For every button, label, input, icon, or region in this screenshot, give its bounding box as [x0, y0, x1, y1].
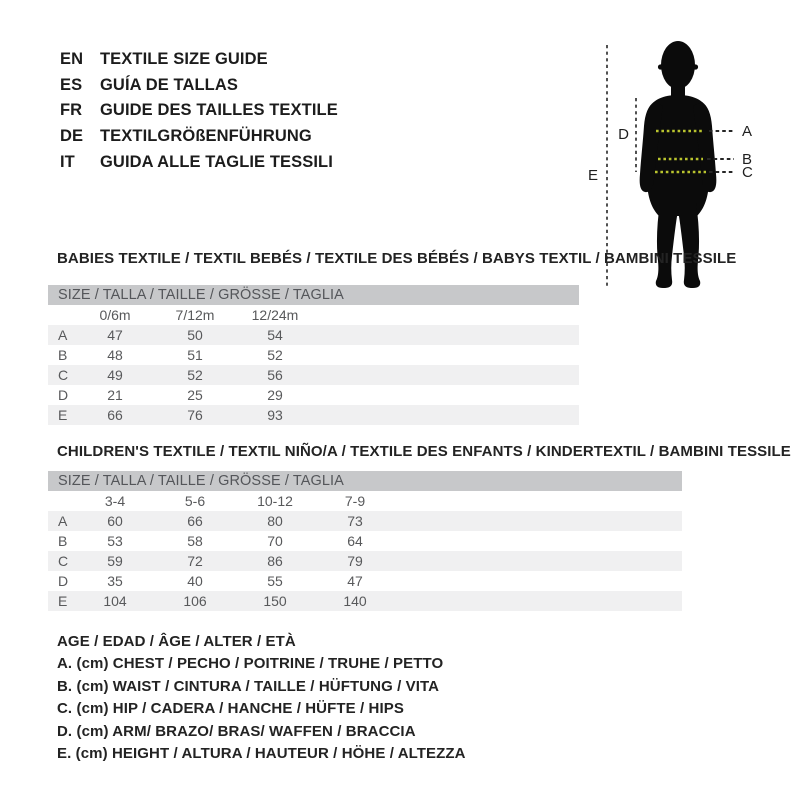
- table-row: [48, 405, 579, 425]
- measure-label-b: B: [742, 151, 753, 168]
- size-value: 53: [107, 533, 123, 549]
- legend-line-age: AGE / EDAD / ÂGE / ALTER / ETÀ: [57, 633, 296, 650]
- legend-line-chest: A. (cm) CHEST / PECHO / POITRINE / TRUHE / PETTO: [57, 655, 444, 673]
- children-size-table: [48, 471, 682, 611]
- size-value: 73: [347, 513, 363, 529]
- size-value: 80: [267, 513, 283, 529]
- size-value: 54: [267, 327, 283, 343]
- table-row: [48, 385, 579, 405]
- row-label: A: [58, 327, 68, 343]
- size-value: 140: [343, 593, 367, 609]
- language-row: [60, 73, 338, 99]
- size-value: 86: [267, 553, 283, 569]
- table-row: [48, 325, 579, 345]
- size-value: 79: [347, 553, 363, 569]
- size-value: 106: [183, 593, 207, 609]
- guide-title: GUIDA ALLE TAGLIE TESSILI: [100, 152, 333, 171]
- language-code: DE: [60, 127, 84, 146]
- size-value: 48: [107, 347, 123, 363]
- babies-size-table: [48, 285, 579, 425]
- legend-line-arm: D. (cm) ARM/ BRAZO/ BRAS/ WAFFEN / BRACCIA: [57, 722, 416, 740]
- row-label: D: [58, 573, 69, 589]
- row-label: B: [58, 533, 68, 549]
- language-row: [60, 98, 338, 124]
- size-header-bar: SIZE / TALLA / TAILLE / GRÖSSE / TAGLIA: [48, 471, 682, 491]
- row-label: C: [58, 367, 69, 383]
- size-value: 29: [267, 387, 283, 403]
- size-value: 47: [107, 327, 123, 343]
- column-header: 10-12: [257, 493, 293, 509]
- size-value: 93: [267, 407, 283, 423]
- language-title-list: [60, 47, 338, 175]
- legend-line-hip: C. (cm) HIP / CADERA / HANCHE / HÜFTE / HIPS: [57, 700, 404, 718]
- size-value: 58: [187, 533, 203, 549]
- size-value: 50: [187, 327, 203, 343]
- legend-line-height: E. (cm) HEIGHT / ALTURA / HAUTEUR / HÖHE / ALTEZZA: [57, 745, 466, 763]
- size-value: 56: [267, 367, 283, 383]
- size-value: 72: [187, 553, 203, 569]
- guide-title: GUÍA DE TALLAS: [100, 75, 238, 94]
- size-value: 150: [263, 593, 287, 609]
- measure-label-c: C: [742, 164, 753, 181]
- size-value: 66: [187, 513, 203, 529]
- babies-section-title: BABIES TEXTILE / TEXTIL BEBÉS / TEXTILE DES BÉBÉS / BABYS TEXTIL / BAMBINI TESSILE: [57, 250, 737, 267]
- guide-title: TEXTILGRÖßENFÜHRUNG: [100, 127, 312, 146]
- row-label: A: [58, 513, 68, 529]
- guide-title: GUIDE DES TAILLES TEXTILE: [100, 101, 338, 120]
- measure-label-d: D: [618, 126, 629, 143]
- measure-label-e: E: [588, 167, 599, 184]
- language-code: FR: [60, 101, 83, 120]
- column-header-row: [48, 305, 579, 325]
- size-value: 104: [103, 593, 127, 609]
- table-row: [48, 531, 682, 551]
- size-value: 52: [267, 347, 283, 363]
- size-value: 47: [347, 573, 363, 589]
- column-header: 7-9: [344, 493, 366, 509]
- size-value: 35: [107, 573, 123, 589]
- size-value: 66: [107, 407, 123, 423]
- measurement-legend: [57, 631, 466, 765]
- table-row: [48, 511, 682, 531]
- language-code: ES: [60, 75, 83, 94]
- size-value: 76: [187, 407, 203, 423]
- language-code: EN: [60, 50, 84, 69]
- legend-line-waist: B. (cm) WAIST / CINTURA / TAILLE / HÜFTUNG / VITA: [57, 677, 440, 695]
- size-header-bar: SIZE / TALLA / TAILLE / GRÖSSE / TAGLIA: [48, 285, 579, 305]
- guide-title: TEXTILE SIZE GUIDE: [100, 50, 268, 69]
- size-value: 25: [187, 387, 203, 403]
- size-value: 40: [187, 573, 203, 589]
- column-header: 7/12m: [175, 307, 215, 323]
- column-header: 3-4: [104, 493, 126, 509]
- children-section-title: CHILDREN'S TEXTILE / TEXTIL NIÑO/A / TEXTILE DES ENFANTS / KINDERTEXTIL / BAMBINI TESSILE: [57, 443, 791, 460]
- table-row: [48, 571, 682, 591]
- size-value: 64: [347, 533, 363, 549]
- row-label: E: [58, 593, 68, 609]
- size-value: 51: [187, 347, 203, 363]
- row-label: B: [58, 347, 68, 363]
- column-header-row: [48, 491, 682, 511]
- size-value: 55: [267, 573, 283, 589]
- language-row: [60, 124, 338, 150]
- table-row: [48, 591, 682, 611]
- table-row: [48, 365, 579, 385]
- row-label: E: [58, 407, 68, 423]
- row-label: C: [58, 553, 69, 569]
- size-value: 52: [187, 367, 203, 383]
- table-row: [48, 345, 579, 365]
- size-value: 60: [107, 513, 123, 529]
- column-header: 0/6m: [99, 307, 131, 323]
- size-value: 70: [267, 533, 283, 549]
- size-value: 21: [107, 387, 123, 403]
- row-label: D: [58, 387, 69, 403]
- language-code: IT: [60, 152, 75, 171]
- measure-label-a: A: [742, 123, 753, 140]
- column-header: 12/24m: [251, 307, 299, 323]
- table-row: [48, 551, 682, 571]
- language-row: [60, 47, 338, 73]
- size-value: 59: [107, 553, 123, 569]
- size-value: 49: [107, 367, 123, 383]
- language-row: [60, 149, 338, 175]
- column-header: 5-6: [184, 493, 206, 509]
